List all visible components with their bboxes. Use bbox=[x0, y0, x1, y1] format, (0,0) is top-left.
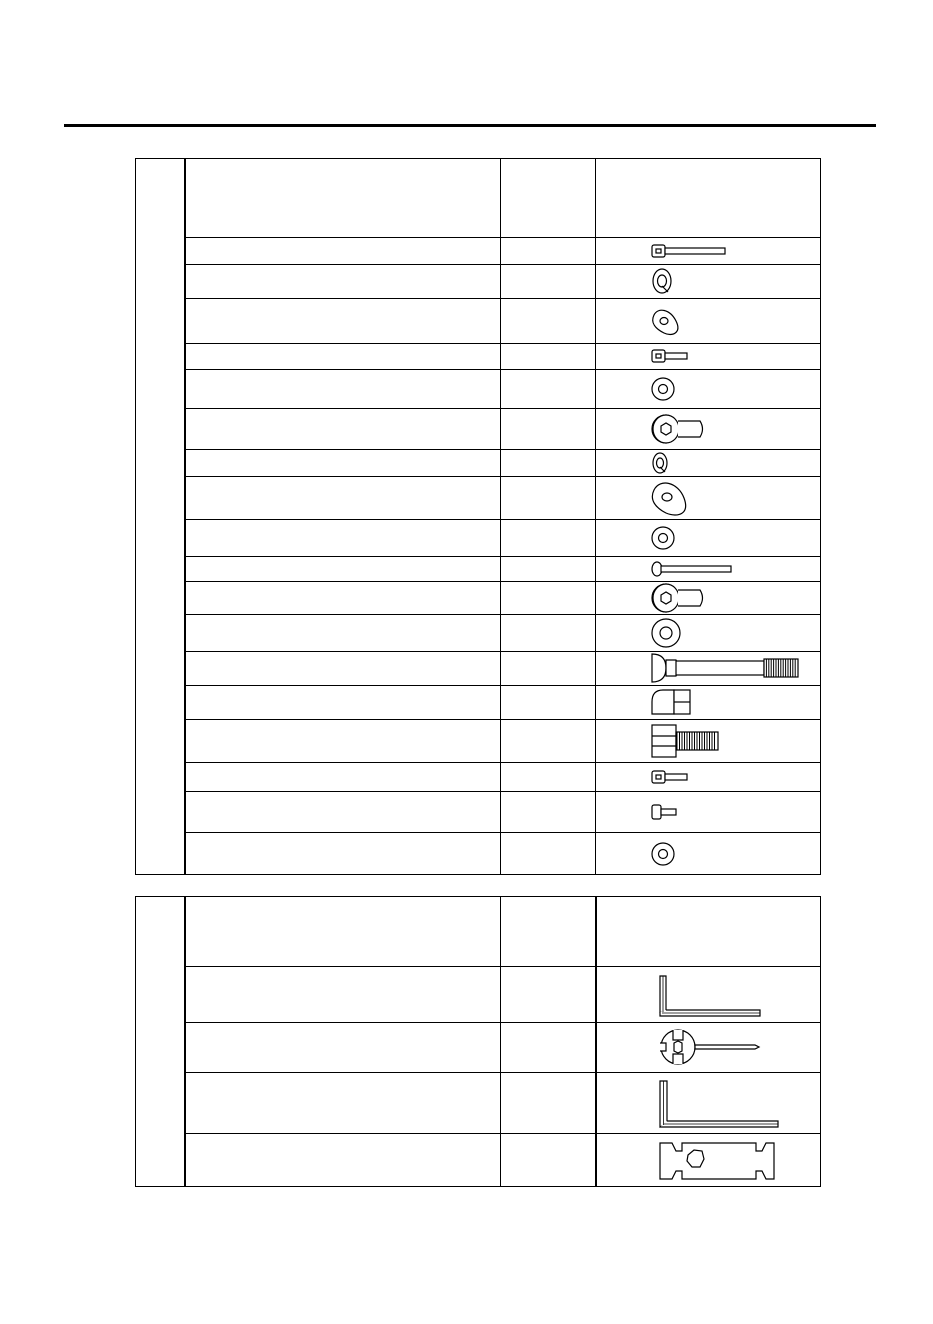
flat-washer-icon bbox=[652, 377, 676, 401]
table-row bbox=[186, 966, 820, 1022]
table-row bbox=[186, 762, 820, 791]
hardware-table bbox=[135, 158, 821, 875]
header-row bbox=[186, 159, 820, 237]
table-row bbox=[186, 614, 820, 651]
allen-wrench-icon bbox=[660, 972, 762, 1016]
table-row bbox=[186, 343, 820, 369]
screwdriver-wrench-icon bbox=[660, 1029, 762, 1065]
table-row bbox=[186, 651, 820, 685]
table-row bbox=[186, 832, 820, 876]
part-number-column bbox=[136, 897, 186, 1186]
table-row bbox=[186, 476, 820, 519]
large-flat-washer-icon bbox=[652, 618, 682, 648]
header-rule bbox=[64, 124, 876, 127]
long-thin-bolt-icon bbox=[652, 561, 732, 577]
table-row bbox=[186, 685, 820, 719]
large-curved-washer-icon bbox=[652, 479, 692, 517]
curved-washer-icon bbox=[652, 306, 684, 336]
double-ended-wrench-icon bbox=[660, 1142, 776, 1180]
long-socket-head-bolt-icon bbox=[652, 244, 725, 258]
header-row bbox=[186, 897, 820, 966]
button-head-bolt-icon bbox=[652, 414, 704, 444]
carriage-bolt-icon bbox=[652, 653, 800, 683]
table-row bbox=[186, 519, 820, 556]
table-row bbox=[186, 719, 820, 762]
lock-washer-icon bbox=[652, 268, 672, 294]
table-row bbox=[186, 1022, 820, 1072]
part-number-column bbox=[136, 159, 186, 874]
table-row bbox=[186, 298, 820, 343]
table-row bbox=[186, 408, 820, 449]
table-row bbox=[186, 264, 820, 298]
table-row bbox=[186, 1133, 820, 1188]
small-bolt-icon bbox=[652, 804, 678, 820]
table-row bbox=[186, 791, 820, 832]
cap-nut-icon bbox=[652, 689, 692, 715]
flat-washer-icon bbox=[652, 842, 676, 866]
flat-washer-icon bbox=[652, 526, 676, 550]
small-lock-washer-icon bbox=[652, 452, 668, 474]
short-socket-head-bolt-icon bbox=[652, 349, 687, 363]
table-row bbox=[186, 581, 820, 614]
table-row bbox=[186, 1072, 820, 1133]
large-allen-wrench-icon bbox=[660, 1078, 780, 1128]
table-row bbox=[186, 556, 820, 581]
table-row bbox=[186, 237, 820, 264]
table-row bbox=[186, 369, 820, 408]
button-head-bolt-icon bbox=[652, 583, 704, 613]
table-row bbox=[186, 449, 820, 476]
tools-table bbox=[135, 896, 821, 1187]
short-socket-head-bolt-icon bbox=[652, 770, 687, 784]
hex-bolt-icon bbox=[652, 724, 720, 758]
